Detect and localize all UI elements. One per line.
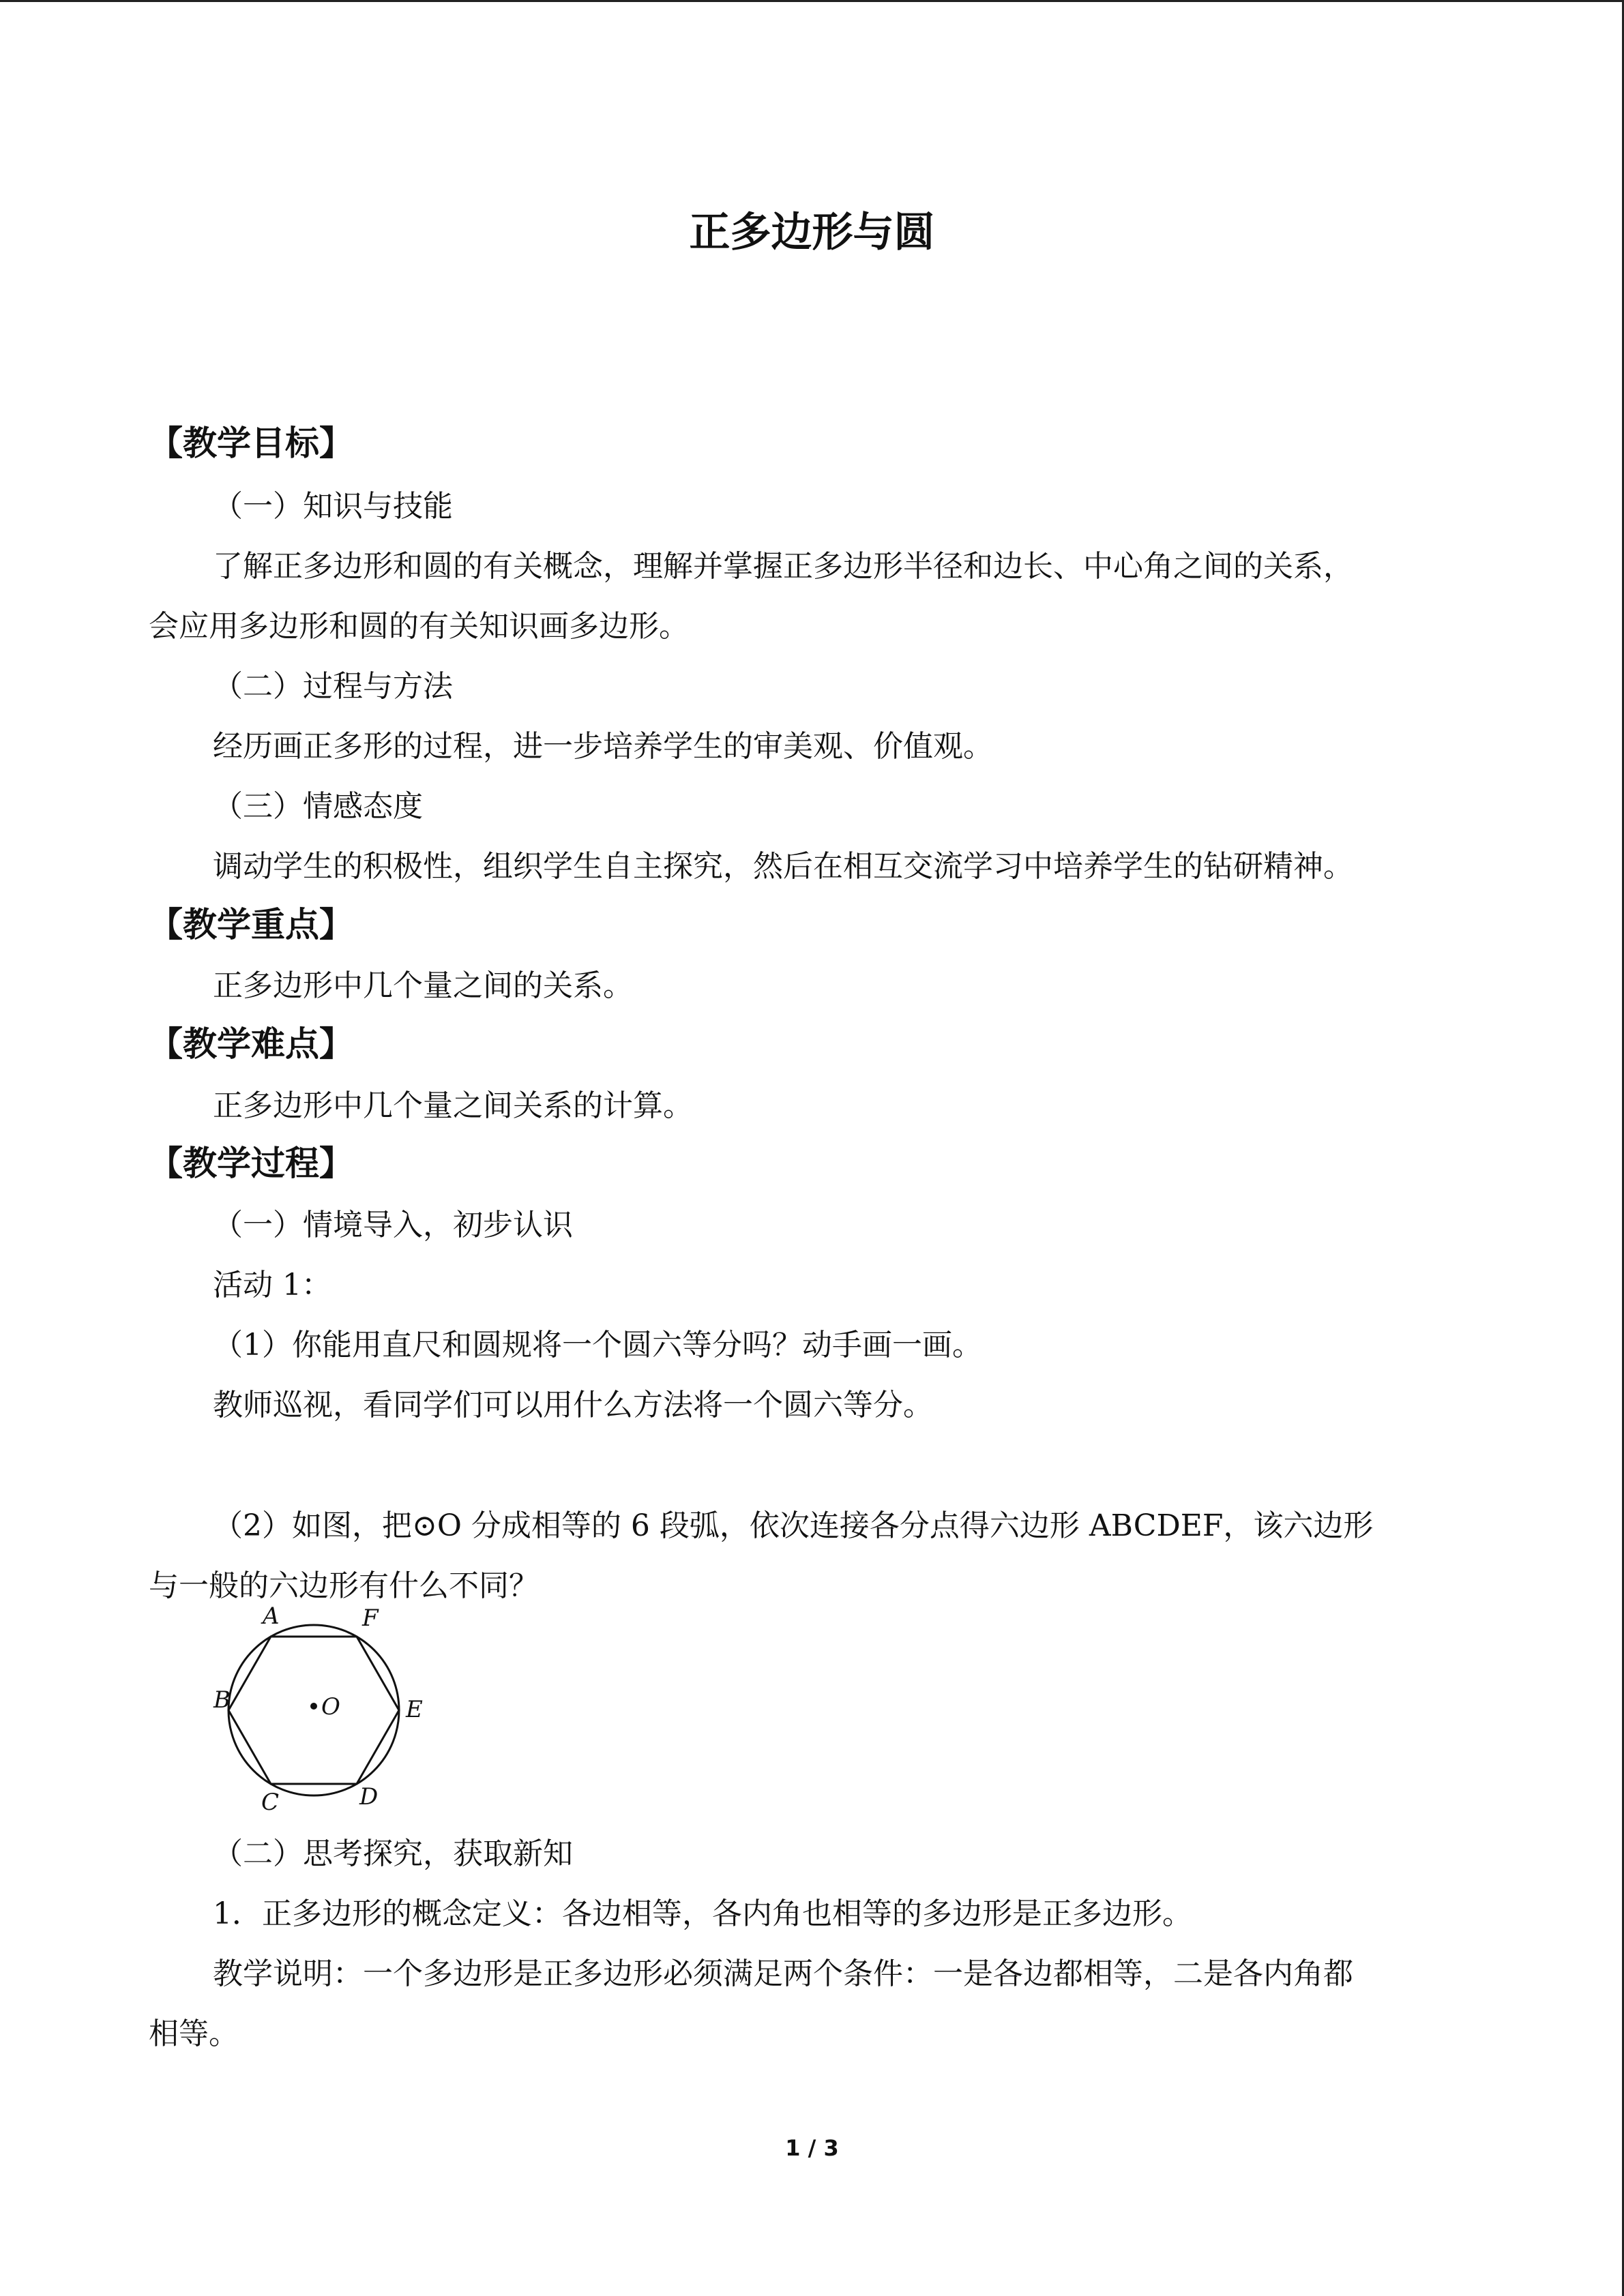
heading-key-points: 【教学重点】 [149,905,353,944]
objectives-sub3-text: 调动学生的积极性，组织学生自主探究，然后在相互交流学习中培养学生的钻研精神。 [213,849,1353,884]
page-title: 正多边形与圆 [689,209,935,256]
objectives-sub2-text: 经历画正多形的过程，进一步培养学生的审美观、价值观。 [213,729,993,764]
objectives-sub2: （二）过程与方法 [213,669,453,704]
label-c: C [261,1789,280,1816]
process-sub2: （二）思考探究，获取新知 [213,1836,573,1871]
process-note-line2: 相等。 [149,2016,239,2051]
process-sub1: （一）情境导入，初步认识 [213,1208,573,1242]
heading-objectives: 【教学目标】 [149,423,353,463]
process-q1-note: 教师巡视，看同学们可以用什么方法将一个圆六等分。 [213,1388,933,1422]
process-def: 1．正多边形的概念定义：各边相等，各内角也相等的多边形是正多边形。 [213,1896,1192,1931]
difficulties-text: 正多边形中几个量之间关系的计算。 [213,1088,693,1123]
process-q2-line2: 与一般的六边形有什么不同？ [149,1568,539,1603]
process-q1: （1）你能用直尺和圆规将一个圆六等分吗？动手画一画。 [213,1328,982,1362]
hexagon-abcdef [228,1637,399,1784]
heading-process: 【教学过程】 [149,1144,353,1183]
process-q2-line1: （2）如图，把⊙O 分成相等的 6 段弧，依次连接各分点得六边形 ABCDEF，该六边形 [213,1508,1374,1543]
process-note-line1: 教学说明：一个多边形是正多边形必须满足两个条件：一是各边都相等，二是各内角都 [213,1956,1353,1991]
label-e: E [406,1696,423,1723]
label-f: F [362,1605,379,1632]
label-b: B [213,1686,231,1714]
process-activity: 活动 1： [213,1268,331,1302]
objectives-sub1: （一）知识与技能 [213,489,453,524]
label-o: O [321,1693,340,1720]
center-point [310,1703,317,1710]
objectives-sub3: （三）情感态度 [213,789,423,824]
page-number: 1 / 3 [785,2135,839,2161]
key-points-text: 正多边形中几个量之间的关系。 [213,968,633,1003]
circle-o [228,1625,399,1795]
heading-difficulties: 【教学难点】 [149,1024,353,1064]
objectives-sub1-text-line1: 了解正多边形和圆的有关概念，理解并掌握正多边形半径和边长、中心角之间的关系， [213,549,1353,584]
hexagon-circle-figure [208,1601,443,1816]
label-d: D [359,1783,379,1810]
objectives-sub1-text-line2: 会应用多边形和圆的有关知识画多边形。 [149,609,689,644]
label-a: A [263,1602,280,1630]
